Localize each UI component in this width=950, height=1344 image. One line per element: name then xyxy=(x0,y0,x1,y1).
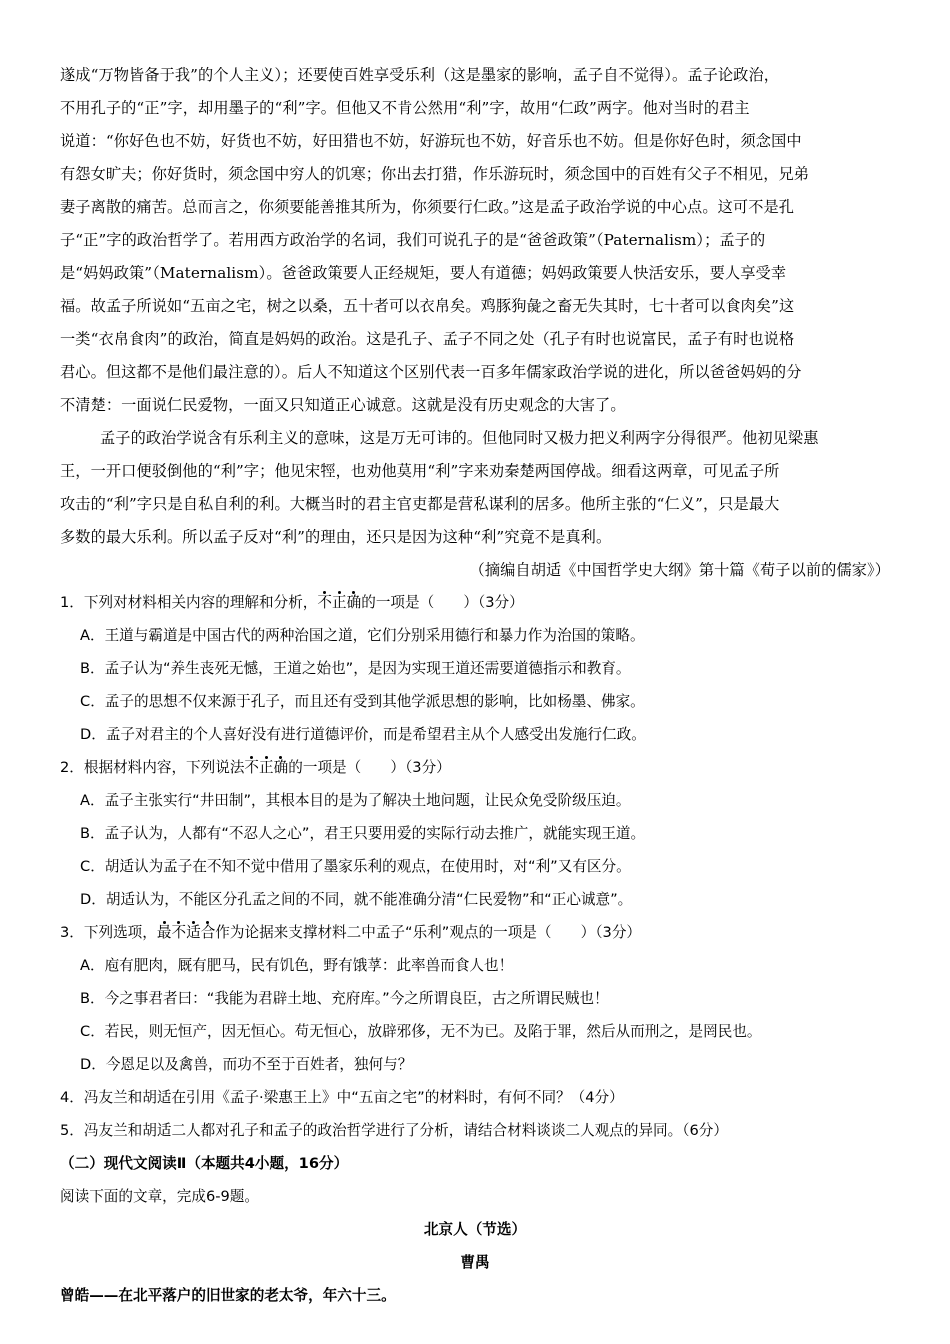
section-instruction: 阅读下面的文章，完成6-9题。 xyxy=(60,1188,259,1205)
passage-line: 君心。但这都不是他们最注意的）。后人不知道这个区别代表一百多年儒家政治学说的进化，所以爸爸妈妈的分 xyxy=(60,363,802,381)
option-b: B．孟子认为，人都有“不忍人之心”，君王只要用爱的实际行动去推广，就能实现王道。 xyxy=(80,825,646,842)
passage-line: 妻子离散的痛苦。总而言之，你须要能善推其所为，你须要行仁政。”这是孟子政治学说的中心点。这可不是孔 xyxy=(60,198,795,216)
emphasis-text xyxy=(157,924,215,941)
emphasis-char: 合 xyxy=(200,924,216,941)
question-3-stem xyxy=(60,922,641,944)
option-d: D．胡适认为，不能区分孔孟之间的不同，就不能准确分清“仁民爱物”和“正心诚意”。 xyxy=(80,891,633,908)
emphasis-char: 不 xyxy=(244,759,260,776)
question-stem-text: 的一项是（ ）（3分） xyxy=(288,759,451,776)
option-c: C．孟子的思想不仅来源于孔子，而且还有受到其他学派思想的影响，比如杨墨、佛家。 xyxy=(80,693,645,710)
question-1-stem xyxy=(60,592,524,614)
passage-line: 一类“衣帛食肉”的政治，简直是妈妈的政治。这是孔子、孟子不同之处（孔子有时也说富民，孟子有时也说格 xyxy=(60,330,795,348)
question-stem-text: 作为论据来支撑材料二中孟子“乐利”观点的一项是（ ）（3分） xyxy=(215,924,642,941)
option-d: D．孟子对君主的个人喜好没有进行道德评价，而是希望君主从个人感受出发施行仁政。 xyxy=(80,726,646,743)
passage-line: 不清楚：一面说仁民爱物，一面又只知道正心诚意。这就是没有历史观念的大害了。 xyxy=(60,396,626,414)
option-b: B．孟子认为“养生丧死无憾，王道之始也”，是因为实现王道还需要道德指示和教育。 xyxy=(80,660,631,677)
question-5: 5．冯友兰和胡适二人都对孔子和孟子的政治哲学进行了分析，请结合材料谈谈二人观点的异同。（6分） xyxy=(60,1122,728,1139)
emphasis-char: 不 xyxy=(171,924,187,941)
passage-line: 多数的最大乐利。所以孟子反对“利”的理由，还只是因为这种“利”究竟不是真利。 xyxy=(60,528,612,546)
emphasis-char: 不 xyxy=(317,594,332,611)
question-stem-text: 3．下列选项， xyxy=(60,924,157,941)
passage-line: 是“妈妈政策”（Maternalism）。爸爸政策要人正经规矩，要人有道德；妈妈政策要人快活安乐，要人享受幸 xyxy=(60,264,787,282)
passage-line: 福。故孟子所说如“五亩之宅，树之以桑，五十者可以衣帛矣。鸡豚狗彘之畜无失其时，七十者可以食肉矣”这 xyxy=(60,297,795,315)
character-line: 曾皓——在北平落户的旧世家的老太爷，年六十三。 xyxy=(60,1287,396,1304)
question-stem-text: 2．根据材料内容，下列说法 xyxy=(60,759,245,776)
emphasis-text xyxy=(244,759,288,776)
option-d: D．今恩足以及禽兽，而功不至于百姓者，独何与？ xyxy=(80,1056,413,1073)
option-a: A．王道与霸道是中国古代的两种治国之道，它们分别采用德行和暴力作为治国的策略。 xyxy=(80,627,645,644)
option-c: C．若民，则无恒产，因无恒心。苟无恒心，放辟邪侈，无不为已。及陷于罪，然后从而刑之，是罔民也。 xyxy=(80,1023,762,1040)
emphasis-char: 确 xyxy=(346,594,362,611)
question-stem-text: 的一项是（ ）（3分） xyxy=(361,594,524,611)
passage-line: 遂成“万物皆备于我”的个人主义）；还要使百姓享受乐利（这是墨家的影响，孟子自不觉得）。孟子论政治， xyxy=(60,66,780,84)
passage-line: 说道：“你好色也不妨，好货也不妨，好田猎也不妨，好游玩也不妨，好音乐也不妨。但是你好色时，须念国中 xyxy=(60,132,802,150)
option-a: A．庖有肥肉，厩有肥马，民有饥色，野有饿莩：此率兽而食人也！ xyxy=(80,957,514,974)
emphasis-char: 最 xyxy=(156,924,172,941)
passage-line: 王，一开口便驳倒他的“利”字；他见宋牼，也劝他莫用“利”字来劝秦楚两国停战。细看这两章，可见孟子所 xyxy=(60,462,780,480)
emphasis-char: 正 xyxy=(332,594,347,611)
passage-line: 不用孔子的“正”字，却用墨子的“利”字。但他又不肯公然用“利”字，故用“仁政”两字。他对当时的君主 xyxy=(60,99,750,117)
passage-line: 攻击的“利”字只是自私自利的利。大概当时的君主官吏都是营私谋利的居多。他所主张的“仁义”，只是最大 xyxy=(60,495,780,513)
option-c: C．胡适认为孟子在不知不觉中借用了墨家乐利的观点，在使用时，对“利”又有区分。 xyxy=(80,858,631,875)
article-author: 曹禺 xyxy=(460,1254,490,1271)
source-note: （摘编自胡适《中国哲学史大纲》第十篇《荀子以前的儒家》） xyxy=(469,561,890,579)
passage-line: 有怨女旷夫；你好货时，须念国中穷人的饥寒；你出去打猎，作乐游玩时，须念国中的百姓有父子不相见，兄弟 xyxy=(60,165,810,183)
article-title: 北京人（节选） xyxy=(423,1221,527,1238)
section-title: （二）现代文阅读Ⅱ（本题共4小题，16分） xyxy=(60,1155,349,1172)
emphasis-text xyxy=(317,594,361,611)
passage-paragraph-start: 孟子的政治学说含有乐利主义的意味，这是万无可讳的。但他同时又极力把义利两字分得很严。他初见梁惠 xyxy=(100,429,819,447)
emphasis-char: 适 xyxy=(186,924,201,941)
option-a: A．孟子主张实行“井田制”，其根本目的是为了解决土地问题，让民众免受阶级压迫。 xyxy=(80,792,631,809)
passage-line: 子“正”字的政治哲学了。若用西方政治学的名词，我们可说孔子的是“爸爸政策”（Paternalism）；孟子的 xyxy=(60,231,766,249)
emphasis-char: 确 xyxy=(273,759,289,776)
question-4: 4．冯友兰和胡适在引用《孟子·梁惠王上》中“五亩之宅”的材料时，有何不同？（4分） xyxy=(60,1089,624,1106)
emphasis-char: 正 xyxy=(259,759,274,776)
question-stem-text: 1．下列对材料相关内容的理解和分析， xyxy=(60,594,318,611)
question-2-stem xyxy=(60,757,451,779)
option-b: B．今之事君者曰：“我能为君辟土地、充府库。”今之所谓良臣，古之所谓民贼也！ xyxy=(80,990,609,1007)
